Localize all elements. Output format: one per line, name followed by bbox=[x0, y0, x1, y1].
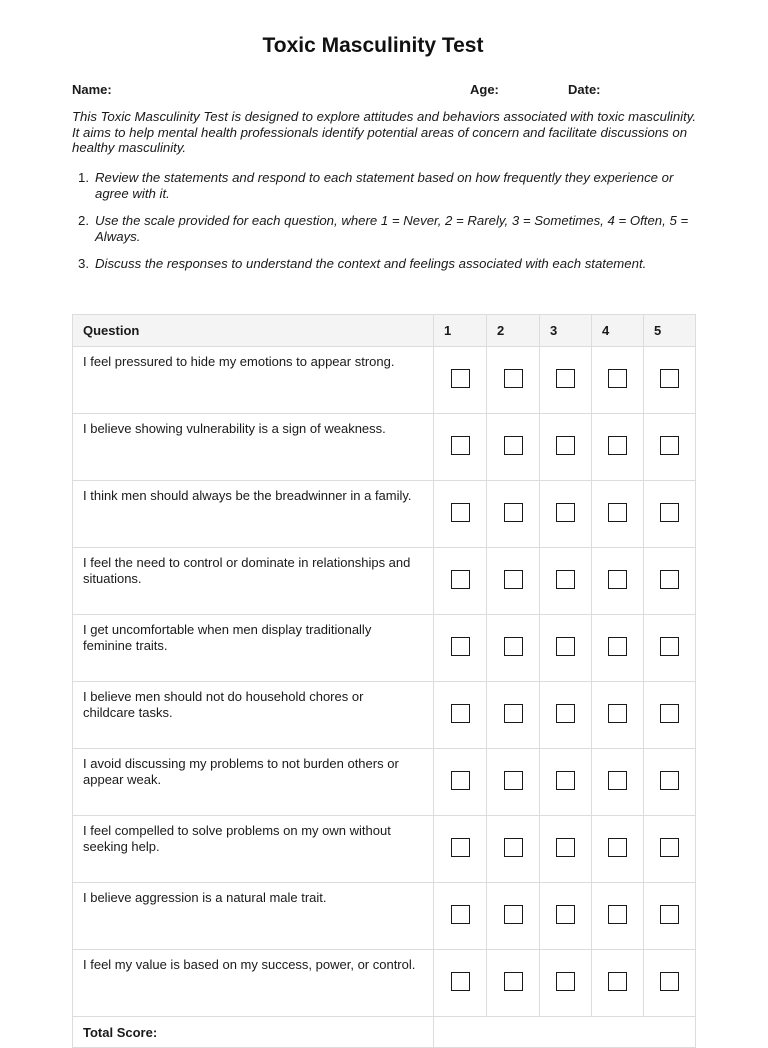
rating-checkbox-2[interactable] bbox=[504, 503, 523, 522]
rating-cell bbox=[434, 749, 487, 816]
rating-cell bbox=[644, 682, 696, 749]
rating-cell bbox=[487, 816, 540, 883]
rating-checkbox-4[interactable] bbox=[608, 771, 627, 790]
rating-checkbox-4[interactable] bbox=[608, 972, 627, 991]
instruction-text: Use the scale provided for each question, where 1 = Never, 2 = Rarely, 3 = Sometimes, 4 = Often, 5 = Always. bbox=[95, 213, 689, 244]
rating-checkbox-5[interactable] bbox=[660, 972, 679, 991]
instructions-list bbox=[72, 170, 692, 284]
table-row bbox=[73, 682, 696, 749]
rating-cell bbox=[434, 816, 487, 883]
rating-cell bbox=[540, 883, 592, 950]
instruction-number: 2. bbox=[78, 213, 89, 229]
rating-checkbox-1[interactable] bbox=[451, 503, 470, 522]
instruction-item bbox=[72, 170, 692, 201]
rating-cell bbox=[592, 883, 644, 950]
rating-checkbox-3[interactable] bbox=[556, 436, 575, 455]
rating-checkbox-3[interactable] bbox=[556, 637, 575, 656]
scale-header-4: 4 bbox=[592, 315, 644, 347]
rating-checkbox-2[interactable] bbox=[504, 369, 523, 388]
rating-cell bbox=[644, 615, 696, 682]
rating-checkbox-4[interactable] bbox=[608, 503, 627, 522]
rating-cell bbox=[540, 682, 592, 749]
rating-checkbox-5[interactable] bbox=[660, 436, 679, 455]
rating-checkbox-5[interactable] bbox=[660, 771, 679, 790]
rating-checkbox-5[interactable] bbox=[660, 905, 679, 924]
table-row bbox=[73, 816, 696, 883]
instruction-number: 1. bbox=[78, 170, 89, 185]
rating-table bbox=[72, 314, 696, 1048]
instruction-item bbox=[72, 256, 692, 272]
rating-checkbox-1[interactable] bbox=[451, 369, 470, 388]
rating-checkbox-4[interactable] bbox=[608, 637, 627, 656]
rating-checkbox-2[interactable] bbox=[504, 704, 523, 723]
rating-cell bbox=[592, 749, 644, 816]
question-text: I avoid discussing my problems to not burden others or appear weak. bbox=[73, 749, 434, 816]
instruction-item bbox=[72, 213, 692, 244]
rating-cell bbox=[487, 749, 540, 816]
rating-cell bbox=[487, 682, 540, 749]
rating-cell bbox=[540, 548, 592, 615]
rating-checkbox-5[interactable] bbox=[660, 570, 679, 589]
question-text: I believe aggression is a natural male trait. bbox=[73, 883, 434, 950]
scale-header-5: 5 bbox=[644, 315, 696, 347]
table-row bbox=[73, 749, 696, 816]
question-text: I feel the need to control or dominate in relationships and situations. bbox=[73, 548, 434, 615]
rating-checkbox-4[interactable] bbox=[608, 838, 627, 857]
rating-cell bbox=[540, 749, 592, 816]
intro-paragraph: This Toxic Masculinity Test is designed to explore attitudes and behaviors associated with toxic masculinity. It aims to help mental health professionals identify potential areas of concern and facilitate discussions on healthy masculinity. bbox=[72, 109, 697, 156]
rating-cell bbox=[592, 481, 644, 548]
rating-cell bbox=[487, 347, 540, 414]
rating-cell bbox=[644, 414, 696, 481]
table-row bbox=[73, 481, 696, 548]
rating-cell bbox=[540, 950, 592, 1017]
rating-checkbox-1[interactable] bbox=[451, 637, 470, 656]
rating-cell bbox=[592, 950, 644, 1017]
rating-cell bbox=[644, 481, 696, 548]
rating-checkbox-1[interactable] bbox=[451, 771, 470, 790]
rating-cell bbox=[644, 950, 696, 1017]
table-row bbox=[73, 950, 696, 1017]
table-row bbox=[73, 548, 696, 615]
rating-cell bbox=[487, 414, 540, 481]
total-score-row bbox=[73, 1017, 696, 1048]
rating-cell bbox=[487, 615, 540, 682]
rating-cell bbox=[592, 682, 644, 749]
table-row bbox=[73, 347, 696, 414]
question-text: I believe showing vulnerability is a sign of weakness. bbox=[73, 414, 434, 481]
rating-checkbox-2[interactable] bbox=[504, 570, 523, 589]
rating-cell bbox=[434, 548, 487, 615]
question-text: I feel pressured to hide my emotions to appear strong. bbox=[73, 347, 434, 414]
rating-checkbox-1[interactable] bbox=[451, 838, 470, 857]
rating-cell bbox=[487, 950, 540, 1017]
rating-checkbox-2[interactable] bbox=[504, 838, 523, 857]
rating-cell bbox=[434, 883, 487, 950]
rating-cell bbox=[434, 682, 487, 749]
rating-checkbox-5[interactable] bbox=[660, 637, 679, 656]
rating-checkbox-2[interactable] bbox=[504, 771, 523, 790]
rating-checkbox-3[interactable] bbox=[556, 771, 575, 790]
rating-checkbox-3[interactable] bbox=[556, 503, 575, 522]
scale-header-3: 3 bbox=[540, 315, 592, 347]
instruction-text: Discuss the responses to understand the context and feelings associated with each statement. bbox=[95, 256, 647, 272]
rating-checkbox-4[interactable] bbox=[608, 570, 627, 589]
question-text: I feel my value is based on my success, power, or control. bbox=[73, 950, 434, 1017]
rating-checkbox-2[interactable] bbox=[504, 436, 523, 455]
scale-header-1: 1 bbox=[434, 315, 487, 347]
rating-cell bbox=[592, 816, 644, 883]
rating-checkbox-1[interactable] bbox=[451, 436, 470, 455]
rating-cell bbox=[644, 548, 696, 615]
rating-cell bbox=[487, 883, 540, 950]
question-column-header: Question bbox=[73, 315, 434, 347]
question-text: I feel compelled to solve problems on my own without seeking help. bbox=[73, 816, 434, 883]
rating-cell bbox=[540, 816, 592, 883]
scale-header-2: 2 bbox=[487, 315, 540, 347]
rating-checkbox-1[interactable] bbox=[451, 570, 470, 589]
rating-cell bbox=[592, 615, 644, 682]
question-text: I believe men should not do household chores or childcare tasks. bbox=[73, 682, 434, 749]
question-text: I think men should always be the breadwinner in a family. bbox=[73, 481, 434, 548]
rating-cell bbox=[644, 816, 696, 883]
instruction-text: Review the statements and respond to each statement based on how frequently they experience or agree with it. bbox=[95, 170, 674, 201]
total-score-field[interactable] bbox=[434, 1017, 696, 1048]
rating-checkbox-2[interactable] bbox=[504, 905, 523, 924]
rating-checkbox-2[interactable] bbox=[504, 972, 523, 991]
rating-cell bbox=[434, 481, 487, 548]
rating-checkbox-3[interactable] bbox=[556, 905, 575, 924]
question-text: I get uncomfortable when men display traditionally feminine traits. bbox=[73, 615, 434, 682]
rating-checkbox-4[interactable] bbox=[608, 436, 627, 455]
rating-cell bbox=[487, 548, 540, 615]
rating-cell bbox=[434, 347, 487, 414]
rating-checkbox-3[interactable] bbox=[556, 369, 575, 388]
name-label: Name: bbox=[72, 82, 112, 97]
rating-checkbox-5[interactable] bbox=[660, 369, 679, 388]
page-title: Toxic Masculinity Test bbox=[262, 34, 484, 57]
rating-cell bbox=[540, 481, 592, 548]
table-row bbox=[73, 615, 696, 682]
table-row bbox=[73, 414, 696, 481]
rating-cell bbox=[592, 347, 644, 414]
rating-checkbox-2[interactable] bbox=[504, 637, 523, 656]
rating-cell bbox=[434, 615, 487, 682]
rating-cell bbox=[540, 414, 592, 481]
rating-checkbox-4[interactable] bbox=[608, 704, 627, 723]
date-label: Date: bbox=[568, 82, 601, 97]
rating-checkbox-5[interactable] bbox=[660, 838, 679, 857]
rating-cell bbox=[540, 615, 592, 682]
rating-checkbox-3[interactable] bbox=[556, 704, 575, 723]
instruction-number: 3. bbox=[78, 256, 89, 272]
rating-cell bbox=[644, 749, 696, 816]
total-score-label: Total Score: bbox=[73, 1017, 434, 1048]
rating-cell bbox=[434, 950, 487, 1017]
rating-checkbox-1[interactable] bbox=[451, 972, 470, 991]
rating-checkbox-1[interactable] bbox=[451, 905, 470, 924]
rating-checkbox-4[interactable] bbox=[608, 369, 627, 388]
rating-checkbox-5[interactable] bbox=[660, 503, 679, 522]
rating-checkbox-4[interactable] bbox=[608, 905, 627, 924]
rating-cell bbox=[592, 548, 644, 615]
rating-cell bbox=[592, 414, 644, 481]
table-header-row bbox=[73, 315, 696, 347]
rating-checkbox-3[interactable] bbox=[556, 838, 575, 857]
rating-cell bbox=[487, 481, 540, 548]
rating-cell bbox=[434, 414, 487, 481]
rating-checkbox-3[interactable] bbox=[556, 972, 575, 991]
rating-checkbox-1[interactable] bbox=[451, 704, 470, 723]
rating-cell bbox=[540, 347, 592, 414]
rating-checkbox-5[interactable] bbox=[660, 704, 679, 723]
age-label: Age: bbox=[470, 82, 499, 97]
rating-checkbox-3[interactable] bbox=[556, 570, 575, 589]
rating-cell bbox=[644, 347, 696, 414]
rating-cell bbox=[644, 883, 696, 950]
table-row bbox=[73, 883, 696, 950]
